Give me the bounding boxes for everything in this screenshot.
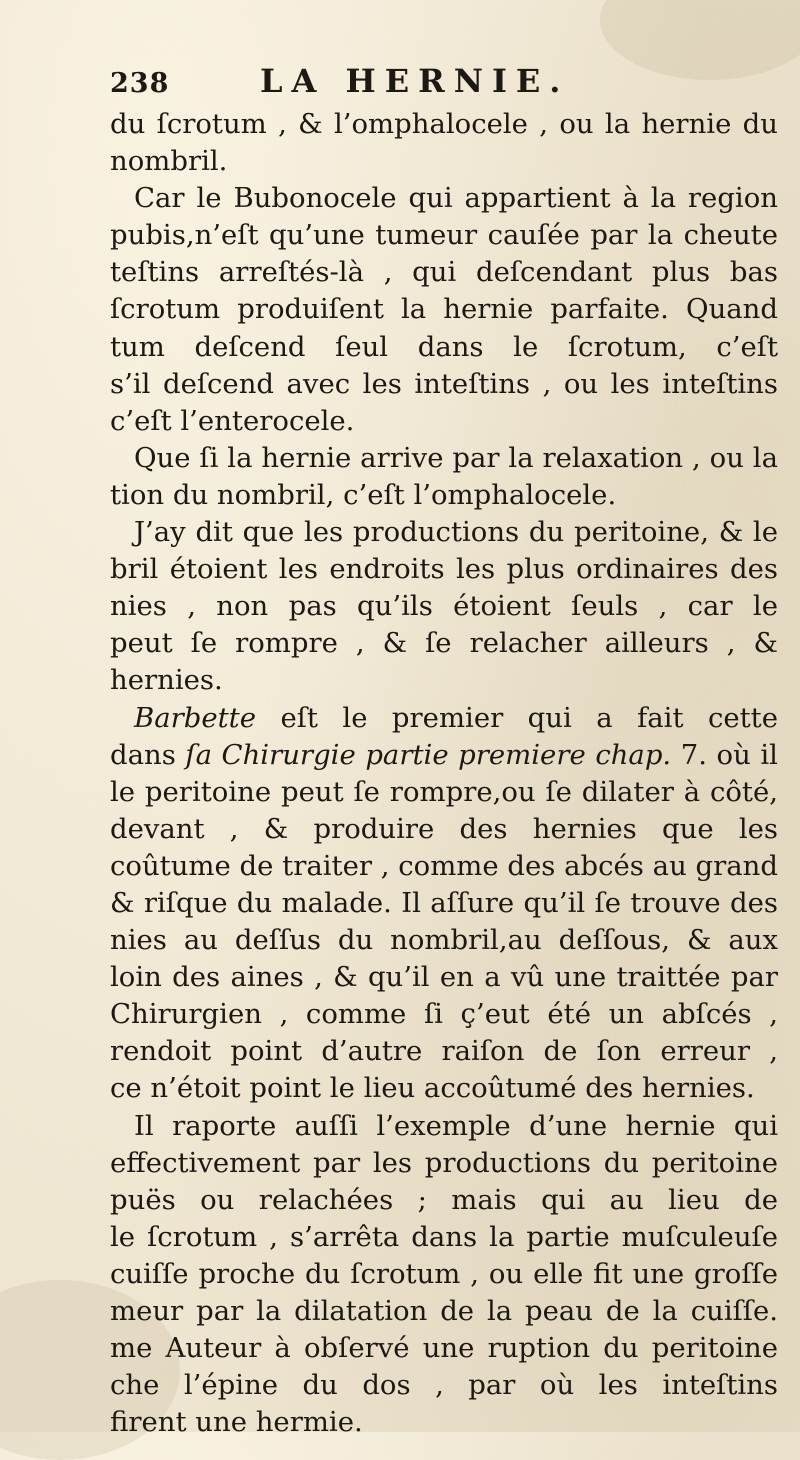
text-line: nies au deſſus du nombril,au deſſous, & aux — [110, 924, 778, 957]
body-text — [110, 106, 778, 1441]
text-line: nombril. — [110, 145, 228, 178]
text-line: cuiſſe proche du ſcrotum , ou elle fit une groſſe — [110, 1257, 778, 1290]
text-line: nies , non pas qu’ils étoient ſeuls , car le — [110, 590, 778, 623]
text-line: firent une hermie. — [110, 1406, 363, 1439]
text-line: hernies. — [110, 664, 223, 697]
text-line: coûtume de traiter , comme des abcés au grand — [110, 849, 778, 882]
text-line: ſcrotum produiſent la hernie parfaite. Quand — [110, 293, 778, 326]
text-line: pubis,n’eſt qu’une tumeur cauſée par la cheute — [110, 219, 778, 252]
paragraph — [110, 106, 778, 180]
text-line: c’eſt l’enterocele. — [110, 404, 355, 437]
text-line: peut ſe rompre , & ſe relacher ailleurs , & — [110, 627, 778, 660]
text-line: rendoit point d’autre raiſon de ſon erreur , — [110, 1035, 778, 1068]
text-line: du ſcrotum , & l’omphalocele , ou la hernie du — [110, 108, 778, 140]
text-line: Barbette eſt le premier qui a fait cette — [134, 701, 778, 734]
author-name: Barbette — [134, 701, 257, 734]
book-title: ſa Chirurgie partie premiere chap. — [185, 738, 672, 771]
text-line: loin des aines , & qu’il en a vû une traittée par — [110, 961, 778, 994]
paragraph — [110, 180, 778, 440]
text-line: Chirurgien , comme ſi ç’eut été un abſcés , — [110, 998, 778, 1031]
text-line: devant , & produire des hernies que les — [110, 812, 778, 845]
text-line: che l’épine du dos , par où les inteſtins — [110, 1369, 778, 1402]
text-line: s’il deſcend avec les inteſtins , ou les inteſtins — [110, 367, 778, 400]
text-line: Que ſi la hernie arrive par la relaxation , ou la — [134, 441, 778, 474]
paragraph — [110, 1108, 778, 1442]
text-line: dans ſa Chirurgie partie premiere chap. 7. où il — [110, 738, 778, 771]
paragraph — [110, 440, 778, 514]
text-line: le peritoine peut ſe rompre,ou ſe dilater à côté, — [110, 775, 778, 808]
text-line: tion du nombril, c’eſt l’omphalocele. — [110, 478, 617, 511]
running-head — [110, 62, 778, 106]
text-line: teſtins arreſtés-là , qui deſcendant plus bas — [110, 256, 778, 289]
text-line: me Auteur à obſervé une ruption du peritoine — [110, 1332, 778, 1365]
page-number: 238 — [110, 68, 170, 99]
running-title: LA HERNIE. — [260, 62, 570, 100]
book-page — [110, 62, 778, 1441]
text-line: meur par la dilatation de la peau de la cuiſſe. — [110, 1295, 778, 1327]
text-line: J’ay dit que les productions du peritoine, & le — [134, 516, 778, 549]
text-line: tum deſcend ſeul dans le ſcrotum, c’eſt — [110, 330, 778, 363]
paragraph — [110, 700, 778, 1108]
paragraph — [110, 514, 778, 699]
text-line: Car le Bubonocele qui appartient à la region — [134, 182, 778, 215]
text-line: effectivement par les productions du peritoine — [110, 1146, 778, 1179]
text-line: Il raporte auſſi l’exemple d’une hernie qui — [134, 1109, 778, 1142]
text-line: ce n’étoit point le lieu accoûtumé des hernies. — [110, 1072, 755, 1105]
text-line: & riſque du malade. Il aſſure qu’il ſe trouve des — [110, 886, 778, 919]
text-line: puës ou relachées ; mais qui au lieu de — [110, 1183, 778, 1216]
text-line: le ſcrotum , s’arrêta dans la partie muſculeuſe — [110, 1220, 778, 1253]
text-line: bril étoient les endroits les plus ordinaires des — [110, 553, 778, 586]
